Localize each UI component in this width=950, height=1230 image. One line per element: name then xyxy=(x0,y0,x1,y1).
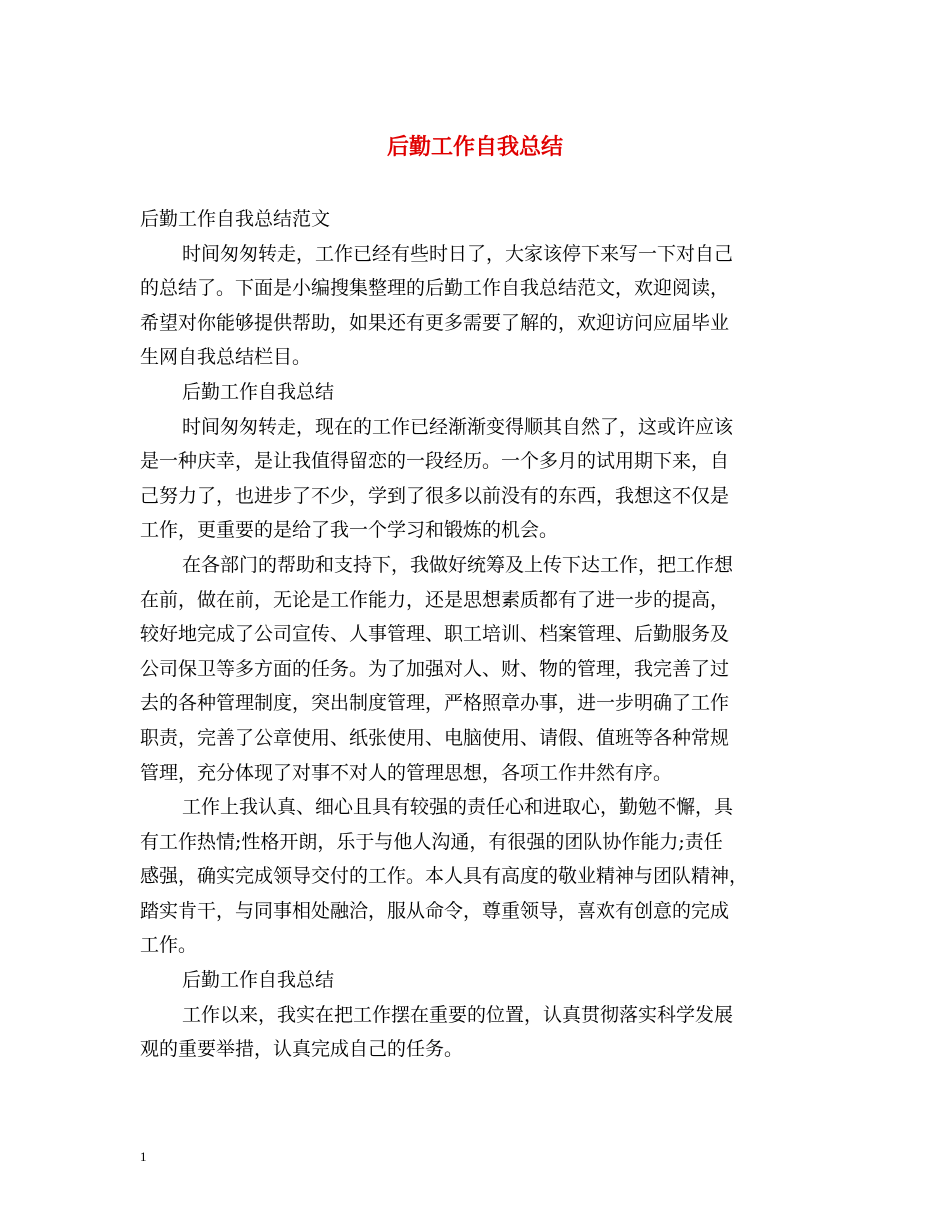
paragraph-line: 的总结了。下面是小编搜集整理的后勤工作自我总结范文，欢迎阅读， xyxy=(140,277,730,300)
paragraph-line: 时间匆匆转走，现在的工作已经渐渐变得顺其自然了，这或许应该 xyxy=(182,415,734,438)
paragraph-line: 观的重要举措，认真完成自己的任务。 xyxy=(140,1038,464,1061)
paragraph-line: 工作，更重要的是给了我一个学习和锻炼的机会。 xyxy=(140,519,559,542)
paragraph-line: 公司保卫等多方面的任务。为了加强对人、财、物的管理，我完善了过 xyxy=(140,657,730,680)
paragraph-line: 在各部门的帮助和支持下，我做好统筹及上传下达工作，把工作想 xyxy=(182,553,734,576)
paragraph-line: 工作以来，我实在把工作摆在重要的位置，认真贯彻落实科学发展 xyxy=(182,1003,734,1026)
paragraph-line: 工作。 xyxy=(140,934,198,957)
paragraph-line: 感强，确实完成领导交付的工作。本人具有高度的敬业精神与团队精神， xyxy=(140,865,749,888)
paragraph-line: 踏实肯干，与同事相处融洽，服从命令，尊重领导，喜欢有创意的完成 xyxy=(140,899,730,922)
paragraph-line: 希望对你能够提供帮助，如果还有更多需要了解的，欢迎访问应届毕业 xyxy=(140,311,730,334)
page-number: 1 xyxy=(140,1149,147,1164)
subtitle-line: 后勤工作自我总结范文 xyxy=(140,208,331,230)
document-body xyxy=(140,202,815,1067)
paragraph-line: 工作上我认真、细心且具有较强的责任心和进取心，勤勉不懈，具 xyxy=(182,796,734,819)
document-title: 后勤工作自我总结 xyxy=(386,134,563,160)
paragraph-line: 在前，做在前，无论是工作能力，还是思想素质都有了进一步的提高， xyxy=(140,588,730,611)
section-heading-line: 后勤工作自我总结 xyxy=(182,380,335,403)
paragraph-line: 管理，充分体现了对事不对人的管理思想，各项工作井然有序。 xyxy=(140,761,673,784)
paragraph-line: 是一种庆幸，是让我值得留恋的一段经历。一个多月的试用期下来，自 xyxy=(140,450,730,473)
paragraph-line: 生网自我总结栏目。 xyxy=(140,346,312,369)
paragraph-line: 去的各种管理制度，突出制度管理，严格照章办事，进一步明确了工作 xyxy=(140,692,730,715)
paragraph-line: 己努力了，也进步了不少，学到了很多以前没有的东西，我想这不仅是 xyxy=(140,484,730,507)
paragraph-line: 有工作热情;性格开朗，乐于与他人沟通，有很强的团队协作能力;责任 xyxy=(140,830,723,853)
section-heading-line: 后勤工作自我总结 xyxy=(182,969,335,992)
paragraph-line: 时间匆匆转走，工作已经有些时日了，大家该停下来写一下对自己 xyxy=(182,242,734,265)
paragraph-line: 较好地完成了公司宣传、人事管理、职工培训、档案管理、后勤服务及 xyxy=(140,623,730,646)
paragraph-line: 职责，完善了公章使用、纸张使用、电脑使用、请假、值班等各种常规 xyxy=(140,726,730,749)
